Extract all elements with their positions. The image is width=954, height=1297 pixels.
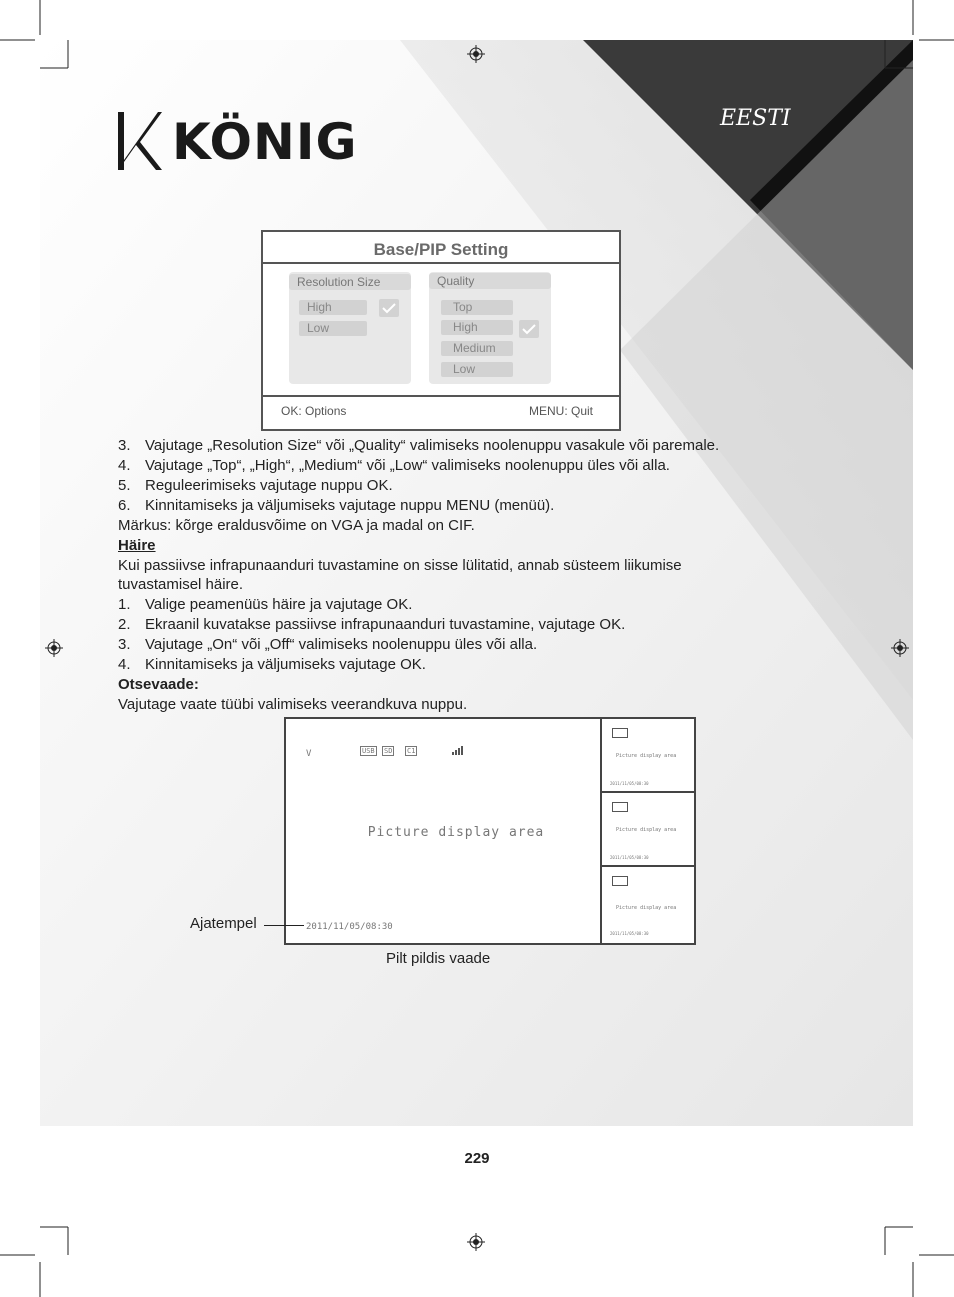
- sub-view-label: Picture display area: [616, 753, 677, 759]
- usb-icon: USB: [362, 747, 375, 755]
- resolution-option-low[interactable]: Low: [299, 321, 367, 336]
- camera-icon: [612, 728, 628, 738]
- sub-view-3: [602, 867, 694, 943]
- pip-screen: [284, 717, 696, 945]
- figure-caption: Pilt pildis vaade: [386, 950, 491, 967]
- base-pip-setting-dialog: [261, 230, 621, 431]
- footer-menu-quit: MENU: Quit: [529, 404, 594, 418]
- quality-option-high[interactable]: High: [441, 320, 513, 335]
- list-item: 4. Vajutage „Top“, „High“, „Medium“ või „Low“ valimiseks noolenuppu üles või alla.: [118, 457, 670, 474]
- list-item: 5. Reguleerimiseks vajutage nuppu OK.: [118, 477, 393, 494]
- list-item: 2. Ekraanil kuvatakse passiivse infrapunaanduri tuvastamine, vajutage OK.: [118, 616, 626, 633]
- checkmark-icon: [519, 320, 539, 338]
- list-item: 1. Valige peamenüüs häire ja vajutage OK.: [118, 596, 413, 613]
- quality-option-top[interactable]: Top: [441, 300, 513, 315]
- paragraph: Kui passiivse infrapunaanduri tuvastamine on sisse lülitatid, annab süsteem liikumise: [118, 557, 682, 574]
- language-label: EESTI: [720, 106, 791, 131]
- note-text: Märkus: kõrge eraldusvõime on VGA ja madal on CIF.: [118, 517, 475, 534]
- resolution-option-high[interactable]: High: [299, 300, 367, 315]
- camera-icon: [612, 802, 628, 812]
- sub-view-timestamp: 2011/11/05/08:30: [610, 855, 649, 860]
- main-timestamp: 2011/11/05/08:30: [306, 922, 393, 932]
- registration-mark-icon: [45, 639, 63, 657]
- divider: [263, 262, 619, 264]
- registration-mark-icon: [467, 45, 485, 63]
- registration-mark-icon: [467, 1233, 485, 1251]
- sub-view-2: [602, 793, 694, 867]
- brand-logo: KÖNIG: [172, 113, 358, 171]
- section-heading-alarm: Häire: [118, 537, 156, 554]
- sub-view-1: [602, 719, 694, 793]
- sub-view-label: Picture display area: [616, 905, 677, 911]
- konig-logo-icon: [118, 112, 162, 170]
- signal-strength-icon: [452, 745, 466, 755]
- main-view: [286, 719, 602, 943]
- list-item: 6. Kinnitamiseks ja väljumiseks vajutage nuppu MENU (menüü).: [118, 497, 555, 514]
- list-item: 4. Kinnitamiseks ja väljumiseks vajutage OK.: [118, 656, 426, 673]
- sub-view-timestamp: 2011/11/05/08:30: [610, 931, 649, 936]
- page-number: 229: [464, 1150, 490, 1167]
- section-heading-liveview: Otsevaade:: [118, 676, 199, 693]
- list-item: 3. Vajutage „On“ või „Off“ valimiseks noolenuppu üles või alla.: [118, 636, 538, 653]
- divider: [263, 395, 619, 397]
- list-item: 3. Vajutage „Resolution Size“ või „Quality“ valimiseks noolenuppu vasakule või paremale.: [118, 437, 720, 454]
- quality-header: Quality: [429, 273, 551, 289]
- picture-display-area-label: Picture display area: [367, 825, 545, 840]
- paragraph: Vajutage vaate tüübi valimiseks veerandkuva nuppu.: [118, 696, 468, 713]
- sd-card-icon: SD: [384, 747, 393, 755]
- timestamp-callout-label: Ajatempel: [190, 915, 257, 932]
- resolution-size-header: Resolution Size: [289, 274, 411, 290]
- registration-mark-icon: [891, 639, 909, 657]
- status-v: V: [306, 749, 312, 759]
- quality-option-low[interactable]: Low: [441, 362, 513, 377]
- callout-line: [264, 925, 304, 926]
- sub-view-timestamp: 2011/11/05/08:30: [610, 781, 649, 786]
- dialog-title: Base/PIP Setting: [373, 240, 509, 259]
- channel-icon: C1: [407, 747, 416, 755]
- quality-option-medium[interactable]: Medium: [441, 341, 513, 356]
- paragraph: tuvastamisel häire.: [118, 576, 244, 593]
- checkmark-icon: [379, 299, 399, 317]
- footer-ok-options: OK: Options: [281, 404, 347, 418]
- camera-icon: [612, 876, 628, 886]
- sub-view-label: Picture display area: [616, 827, 677, 833]
